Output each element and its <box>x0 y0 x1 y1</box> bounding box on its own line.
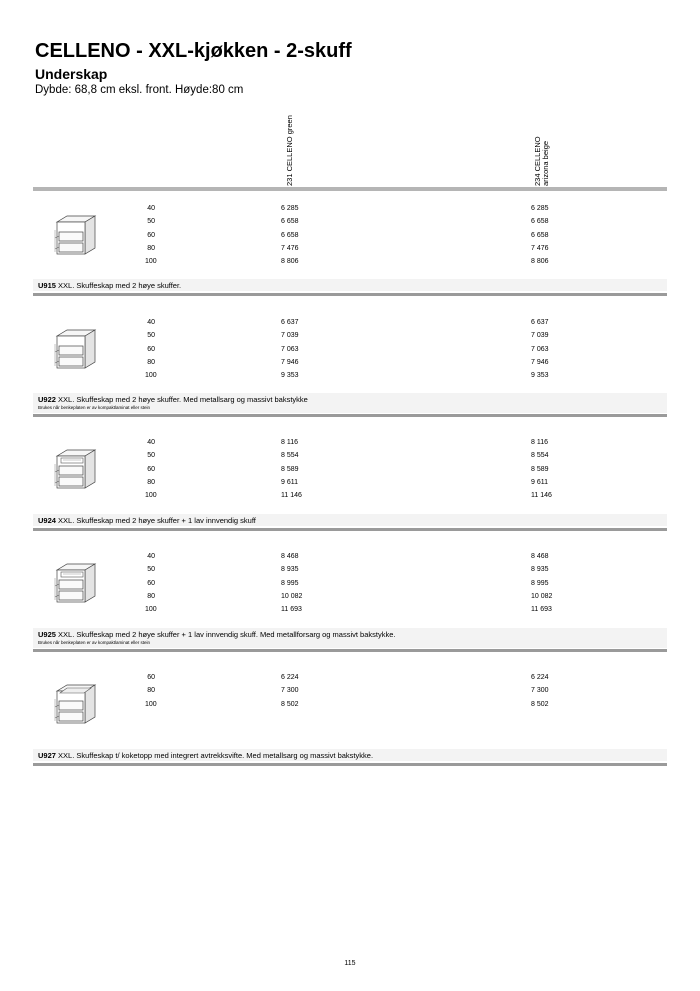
price-cell-beige: 11 146 <box>531 492 552 500</box>
header-divider <box>33 187 667 191</box>
width-cell: 60 <box>147 674 155 681</box>
price-cell-beige: 8 935 <box>531 566 549 574</box>
price-cell-green: 7 946 <box>281 358 299 366</box>
cabinet-illustration <box>51 326 101 370</box>
cabinet-illustration <box>51 212 101 256</box>
product-description-text: XXL. Skuffeskap med 2 høye skuffer + 1 lav innvendig skuff. Med metallforsarg og massivt bakstykke. <box>55 630 396 639</box>
column-header-green <box>285 115 356 186</box>
price-cell-beige: 8 502 <box>531 700 549 708</box>
price-cell-beige: 8 589 <box>531 465 549 473</box>
price-cell-beige: 6 637 <box>531 319 549 326</box>
price-cell-green: 8 995 <box>281 579 299 587</box>
width-cell: 80 <box>147 687 155 695</box>
price-cell-green: 7 039 <box>281 332 299 340</box>
product-description <box>38 281 181 290</box>
section-divider <box>33 414 667 417</box>
price-cell-beige: 7 063 <box>531 345 549 353</box>
dimensions-text: Dybde: 68,8 cm eksl. front. Høyde:80 cm <box>35 84 244 96</box>
width-cell: 80 <box>147 478 155 486</box>
column-header-label-line2: arizona beige <box>541 140 550 186</box>
price-cell-beige: 6 658 <box>531 218 549 226</box>
page-subtitle: Underskap <box>35 66 108 82</box>
price-cell-green: 6 658 <box>281 231 299 239</box>
price-cell-beige: 7 476 <box>531 244 549 252</box>
product-code: U915 <box>38 281 56 290</box>
page-number: 115 <box>344 960 356 967</box>
section-divider <box>33 763 667 766</box>
column-header-label: 231 CELLENO green <box>285 115 294 186</box>
price-cell-beige: 8 554 <box>531 452 549 460</box>
price-cell-beige: 8 806 <box>531 258 549 266</box>
product-description <box>38 395 308 404</box>
price-cell-beige: 8 468 <box>531 553 549 560</box>
width-cell: 40 <box>147 439 155 446</box>
product-code: U922 <box>38 395 56 404</box>
product-note: Brukes når benkeplaten er av kompaktlaminat eller stein <box>38 405 151 410</box>
product-code: U925 <box>38 630 56 639</box>
cabinet-illustration <box>51 560 101 604</box>
width-cell: 40 <box>147 319 155 326</box>
price-cell-beige: 7 946 <box>531 358 549 366</box>
width-cell: 40 <box>147 205 155 212</box>
product-description-text: XXL. Skuffeskap med 2 høye skuffer + 1 lav innvendig skuff <box>55 516 256 525</box>
column-header-beige <box>534 118 604 186</box>
width-cell: 100 <box>145 372 157 380</box>
price-cell-beige: 9 353 <box>531 372 549 380</box>
price-cell-beige: 8 995 <box>531 579 549 587</box>
price-cell-green: 8 806 <box>281 258 299 266</box>
width-cell: 100 <box>145 700 157 708</box>
width-cell: 100 <box>145 606 157 614</box>
price-cell-beige: 11 693 <box>531 606 552 614</box>
price-cell-green: 9 611 <box>281 478 298 486</box>
price-cell-green: 8 468 <box>281 553 299 560</box>
price-cell-green: 6 658 <box>281 218 299 226</box>
price-cell-beige: 9 611 <box>531 478 548 486</box>
width-cell: 50 <box>147 332 155 340</box>
product-code: U924 <box>38 516 56 525</box>
price-cell-green: 8 554 <box>281 452 299 460</box>
cabinet-illustration <box>51 446 101 490</box>
price-cell-green: 7 300 <box>281 687 299 695</box>
price-cell-green: 6 285 <box>281 205 299 212</box>
width-cell: 50 <box>147 218 155 226</box>
width-cell: 100 <box>145 258 157 266</box>
price-cell-beige: 7 039 <box>531 332 549 340</box>
product-note: Brukes når benkeplaten er av kompaktlaminat eller stein <box>38 640 151 645</box>
product-description <box>38 630 395 639</box>
product-description-text: XXL. Skuffeskap med 2 høye skuffer. Med metallsarg og massivt bakstykke <box>55 395 308 404</box>
price-cell-beige: 7 300 <box>531 687 549 695</box>
price-cell-green: 8 935 <box>281 566 299 574</box>
price-cell-beige: 10 082 <box>531 592 553 600</box>
price-cell-green: 6 224 <box>281 674 299 681</box>
page-title: CELLENO - XXL-kjøkken - 2-skuff <box>35 40 352 62</box>
cabinet-illustration <box>51 681 101 725</box>
width-cell: 60 <box>147 465 155 473</box>
width-cell: 80 <box>147 244 155 252</box>
price-cell-green: 7 063 <box>281 345 299 353</box>
width-cell: 40 <box>147 553 155 560</box>
product-description-text: XXL. Skuffeskap med 2 høye skuffer. <box>55 281 182 290</box>
price-cell-green: 8 502 <box>281 700 299 708</box>
product-description <box>38 751 373 760</box>
column-header-label: 234 CELLENO <box>533 136 542 186</box>
price-cell-green: 6 637 <box>281 319 299 326</box>
width-cell: 60 <box>147 231 155 239</box>
width-cell: 60 <box>147 579 155 587</box>
width-cell: 80 <box>147 592 155 600</box>
price-cell-green: 10 082 <box>281 592 303 600</box>
section-divider <box>33 293 667 296</box>
price-cell-beige: 6 224 <box>531 674 549 681</box>
product-code: U927 <box>38 751 56 760</box>
price-cell-beige: 6 658 <box>531 231 549 239</box>
price-cell-green: 7 476 <box>281 244 299 252</box>
product-description-text: XXL. Skuffeskap t/ koketopp med integrert avtrekksvifte. Med metallsarg og massivt bakstykke. <box>55 751 374 760</box>
section-divider <box>33 528 667 531</box>
price-cell-beige: 6 285 <box>531 205 549 212</box>
price-cell-green: 8 589 <box>281 465 299 473</box>
width-cell: 50 <box>147 452 155 460</box>
width-cell: 50 <box>147 566 155 574</box>
width-cell: 100 <box>145 492 157 500</box>
price-cell-beige: 8 116 <box>531 439 548 446</box>
price-cell-green: 8 116 <box>281 439 298 446</box>
width-cell: 60 <box>147 345 155 353</box>
section-divider <box>33 649 667 652</box>
price-cell-green: 9 353 <box>281 372 299 380</box>
price-cell-green: 11 146 <box>281 492 302 500</box>
product-description <box>38 516 256 525</box>
price-cell-green: 11 693 <box>281 606 302 614</box>
width-cell: 80 <box>147 358 155 366</box>
